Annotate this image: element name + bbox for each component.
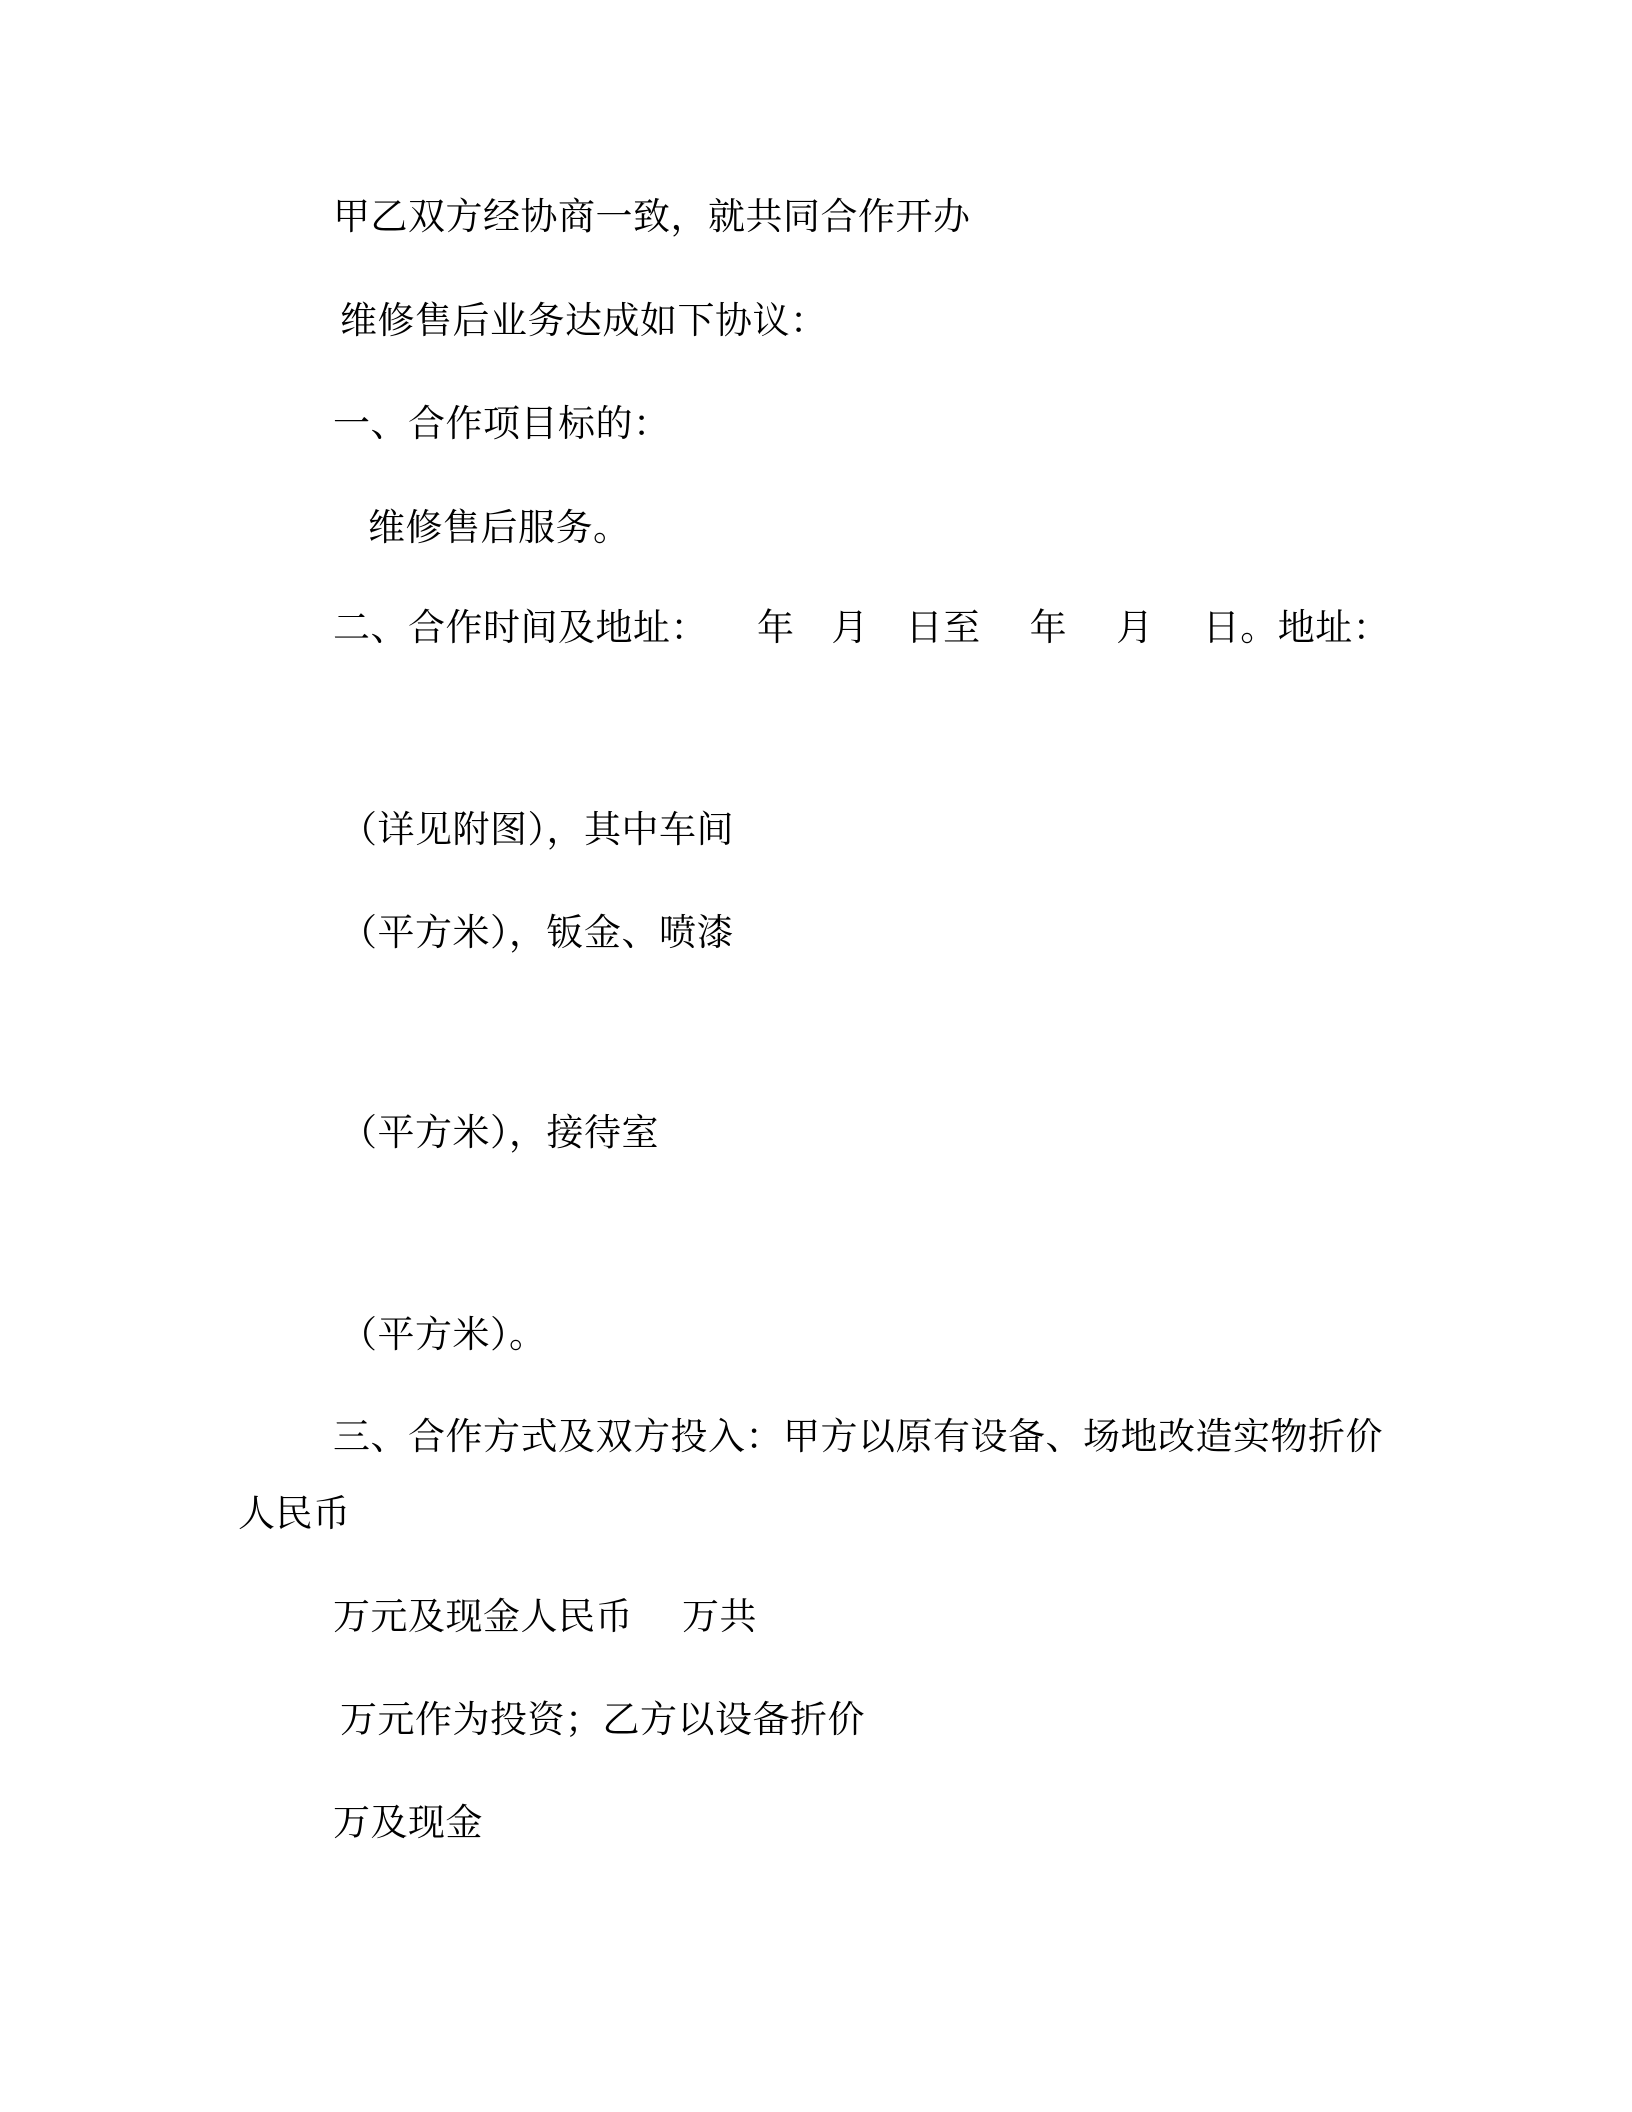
section-3-line-3: 万元及现金人民币 万共 <box>333 1595 758 1638</box>
section-2-end: （平方米）。 <box>340 1313 547 1356</box>
section-3-line-4: 万元作为投资；乙方以设备折价 <box>340 1698 865 1741</box>
intro-line-1: 甲乙双方经协商一致，就共同合作开办 <box>333 195 971 238</box>
section-2-heading: 二、合作时间及地址： 年 月 日至 年 月 日。地址： <box>333 606 1391 649</box>
section-1-heading: 一、合作项目标的： <box>333 402 671 445</box>
section-2-sheet-metal: （平方米），钣金、喷漆 <box>340 911 734 954</box>
section-2-workshop: （详见附图），其中车间 <box>340 808 734 851</box>
section-3-heading: 三、合作方式及双方投入：甲方以原有设备、场地改造实物折价 <box>333 1415 1383 1458</box>
intro-line-2: 维修售后业务达成如下协议： <box>340 299 828 342</box>
section-3-line-5: 万及现金 <box>333 1801 483 1844</box>
section-2-reception: （平方米），接待室 <box>340 1111 659 1154</box>
section-1-content: 维修售后服务。 <box>368 506 631 549</box>
section-3-line-2: 人民币 <box>238 1492 351 1535</box>
